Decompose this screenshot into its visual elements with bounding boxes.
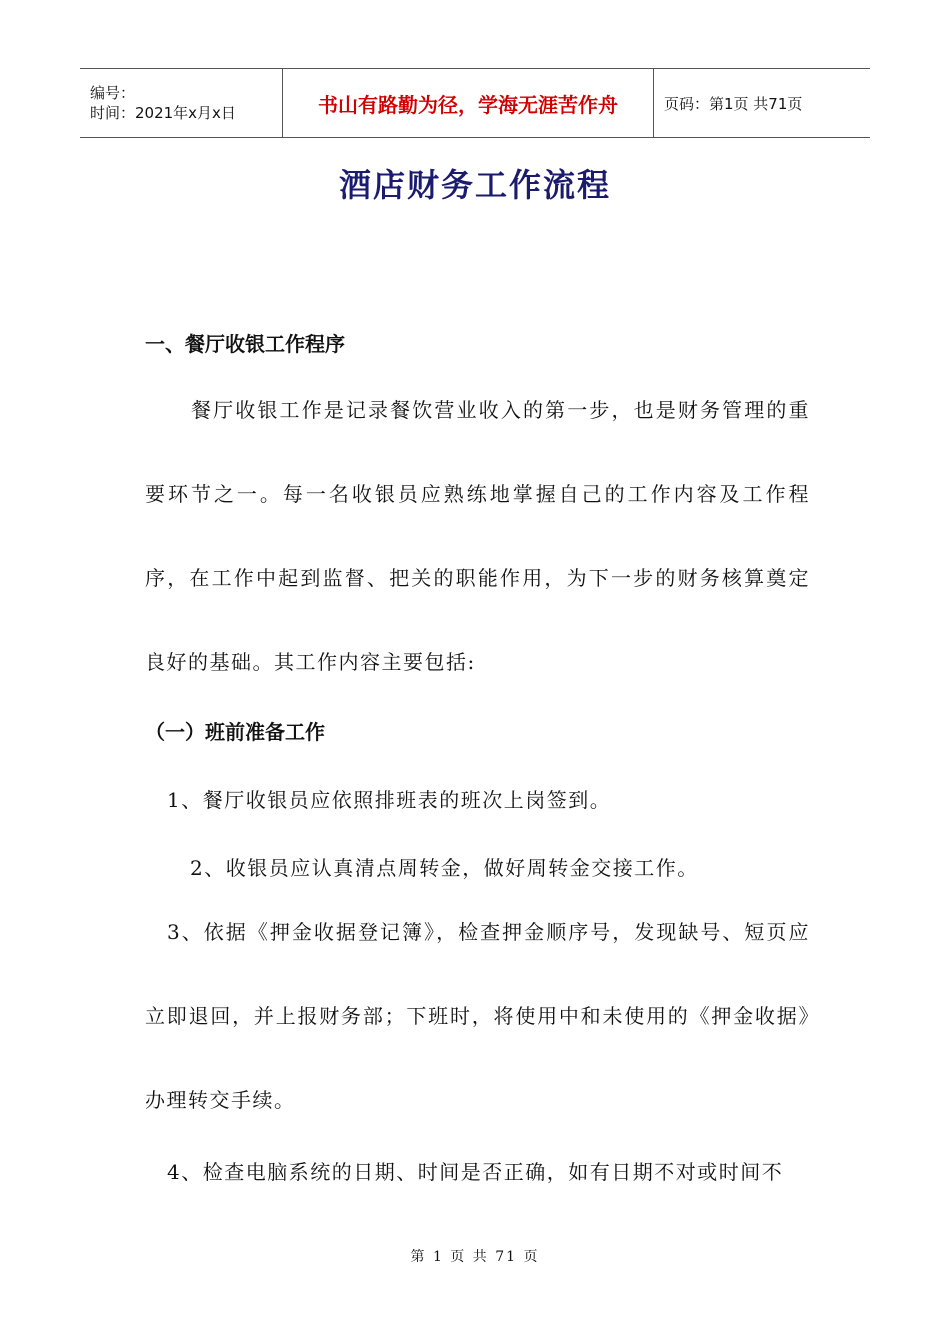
section-heading: 一、餐厅收银工作程序 xyxy=(145,332,345,356)
document-title: 酒店财务工作流程 xyxy=(338,166,611,204)
intro-paragraph: 餐厅收银工作是记录餐饮营业收入的第一步，也是财务管理的重要环节之一。每一名收银员应熟练地掌握自己的工作内容及工作程序，在工作中起到监督、把关的职能作用，为下一步的财务核算奠定良好的基础。其工作内容主要包括: xyxy=(145,398,810,674)
list-item-2: 2、收银员应认真清点周转金，做好周转金交接工作。 xyxy=(190,856,699,880)
header-meta xyxy=(80,69,282,137)
header-page-info: 页码：第1页 共71页 xyxy=(664,94,803,113)
list-item-3: 3、依据《押金收据登记簿》，检查押金顺序号，发现缺号、短页应立即退回，并上报财务部；下班时，将使用中和未使用的《押金收据》办理转交手续。 xyxy=(145,920,810,1112)
header-motto: 书山有路勤为径，学海无涯苦作舟 xyxy=(282,69,654,137)
list-item-1: 1、餐厅收银员应依照排班表的班次上岗签到。 xyxy=(167,788,612,812)
subsection-heading: （一）班前准备工作 xyxy=(145,720,325,744)
number-label: 编号： xyxy=(90,84,136,102)
page-footer: 第 1 页 共 71 页 xyxy=(410,1249,540,1265)
list-item-4: 4、检查电脑系统的日期、时间是否正确，如有日期不对或时间不 xyxy=(167,1160,784,1184)
time-label: 时间：2021年x月x日 xyxy=(90,104,236,122)
page-header xyxy=(80,68,870,138)
